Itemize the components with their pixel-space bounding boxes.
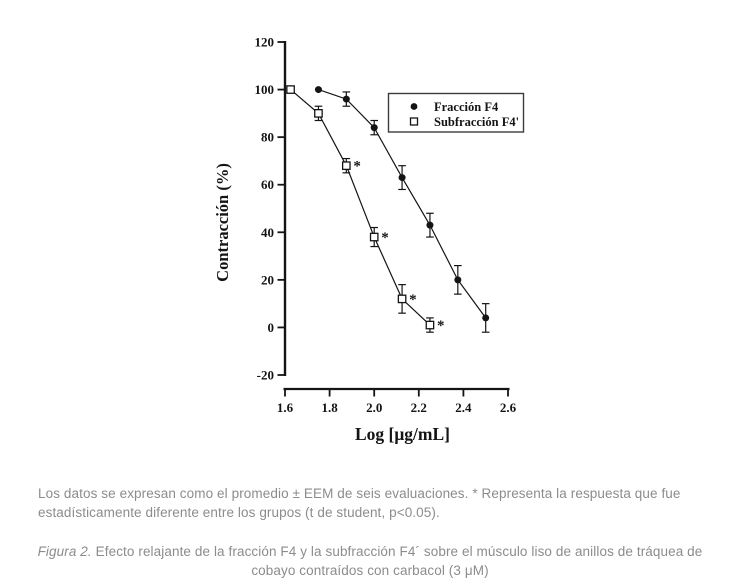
y-tick-label: -20 (256, 367, 274, 383)
filled-circle-marker (426, 222, 433, 229)
open-square-marker (371, 233, 378, 240)
open-square-marker (426, 321, 433, 328)
significance-asterisk: * (409, 291, 417, 308)
y-tick-label: 20 (261, 272, 274, 288)
y-axis-title: Contracción (%) (213, 163, 232, 282)
open-square-marker (398, 295, 405, 302)
legend-label: Fracción F4 (434, 100, 499, 114)
y-tick-label: 120 (254, 34, 274, 50)
y-tick-label: 40 (261, 224, 274, 240)
figure-note: Los datos se expresan como el promedio ± EEM de seis evaluaciones. * Representa la respuesta que fue estadísticamente diferente entre los grupos (t de student, p<0.05). (38, 485, 681, 520)
x-axis-title: Log [μg/mL] (355, 424, 450, 444)
legend-label: Subfracción F4' (434, 115, 520, 129)
filled-circle-marker (482, 314, 489, 321)
filled-circle-marker (371, 124, 378, 131)
x-tick-label: 1.8 (321, 400, 338, 415)
y-tick-label: 80 (261, 129, 274, 145)
figure-caption (24, 542, 716, 581)
open-square-marker (287, 86, 294, 93)
filled-circle-marker (454, 276, 461, 283)
y-tick-label: 100 (254, 82, 274, 98)
figure-caption-label: Figura 2. (37, 543, 92, 559)
x-tick-label: 2.0 (366, 400, 383, 415)
filled-circle-marker (399, 174, 406, 181)
y-tick-label: 0 (267, 319, 274, 335)
significance-asterisk: * (436, 318, 445, 335)
open-square-marker (315, 110, 322, 117)
x-tick-label: 2.2 (410, 400, 427, 415)
x-tick-label: 1.6 (276, 400, 294, 415)
filled-circle-marker (343, 96, 350, 103)
legend-filled-circle-icon (411, 103, 418, 110)
x-tick-label: 2.4 (455, 400, 472, 415)
open-square-marker (343, 162, 350, 169)
significance-asterisk: * (381, 230, 389, 247)
significance-asterisk: * (353, 158, 361, 175)
filled-circle-marker (315, 86, 322, 93)
legend-open-square-icon (411, 118, 418, 125)
figure-caption-text: Efecto relajante de la fracción F4 y la subfracción F4´ sobre el músculo liso de anillos de tráquea de cobayo contraídos con carbacol (3 μM) (95, 543, 703, 578)
y-tick-label: 60 (261, 177, 274, 193)
x-tick-label: 2.6 (499, 400, 517, 415)
